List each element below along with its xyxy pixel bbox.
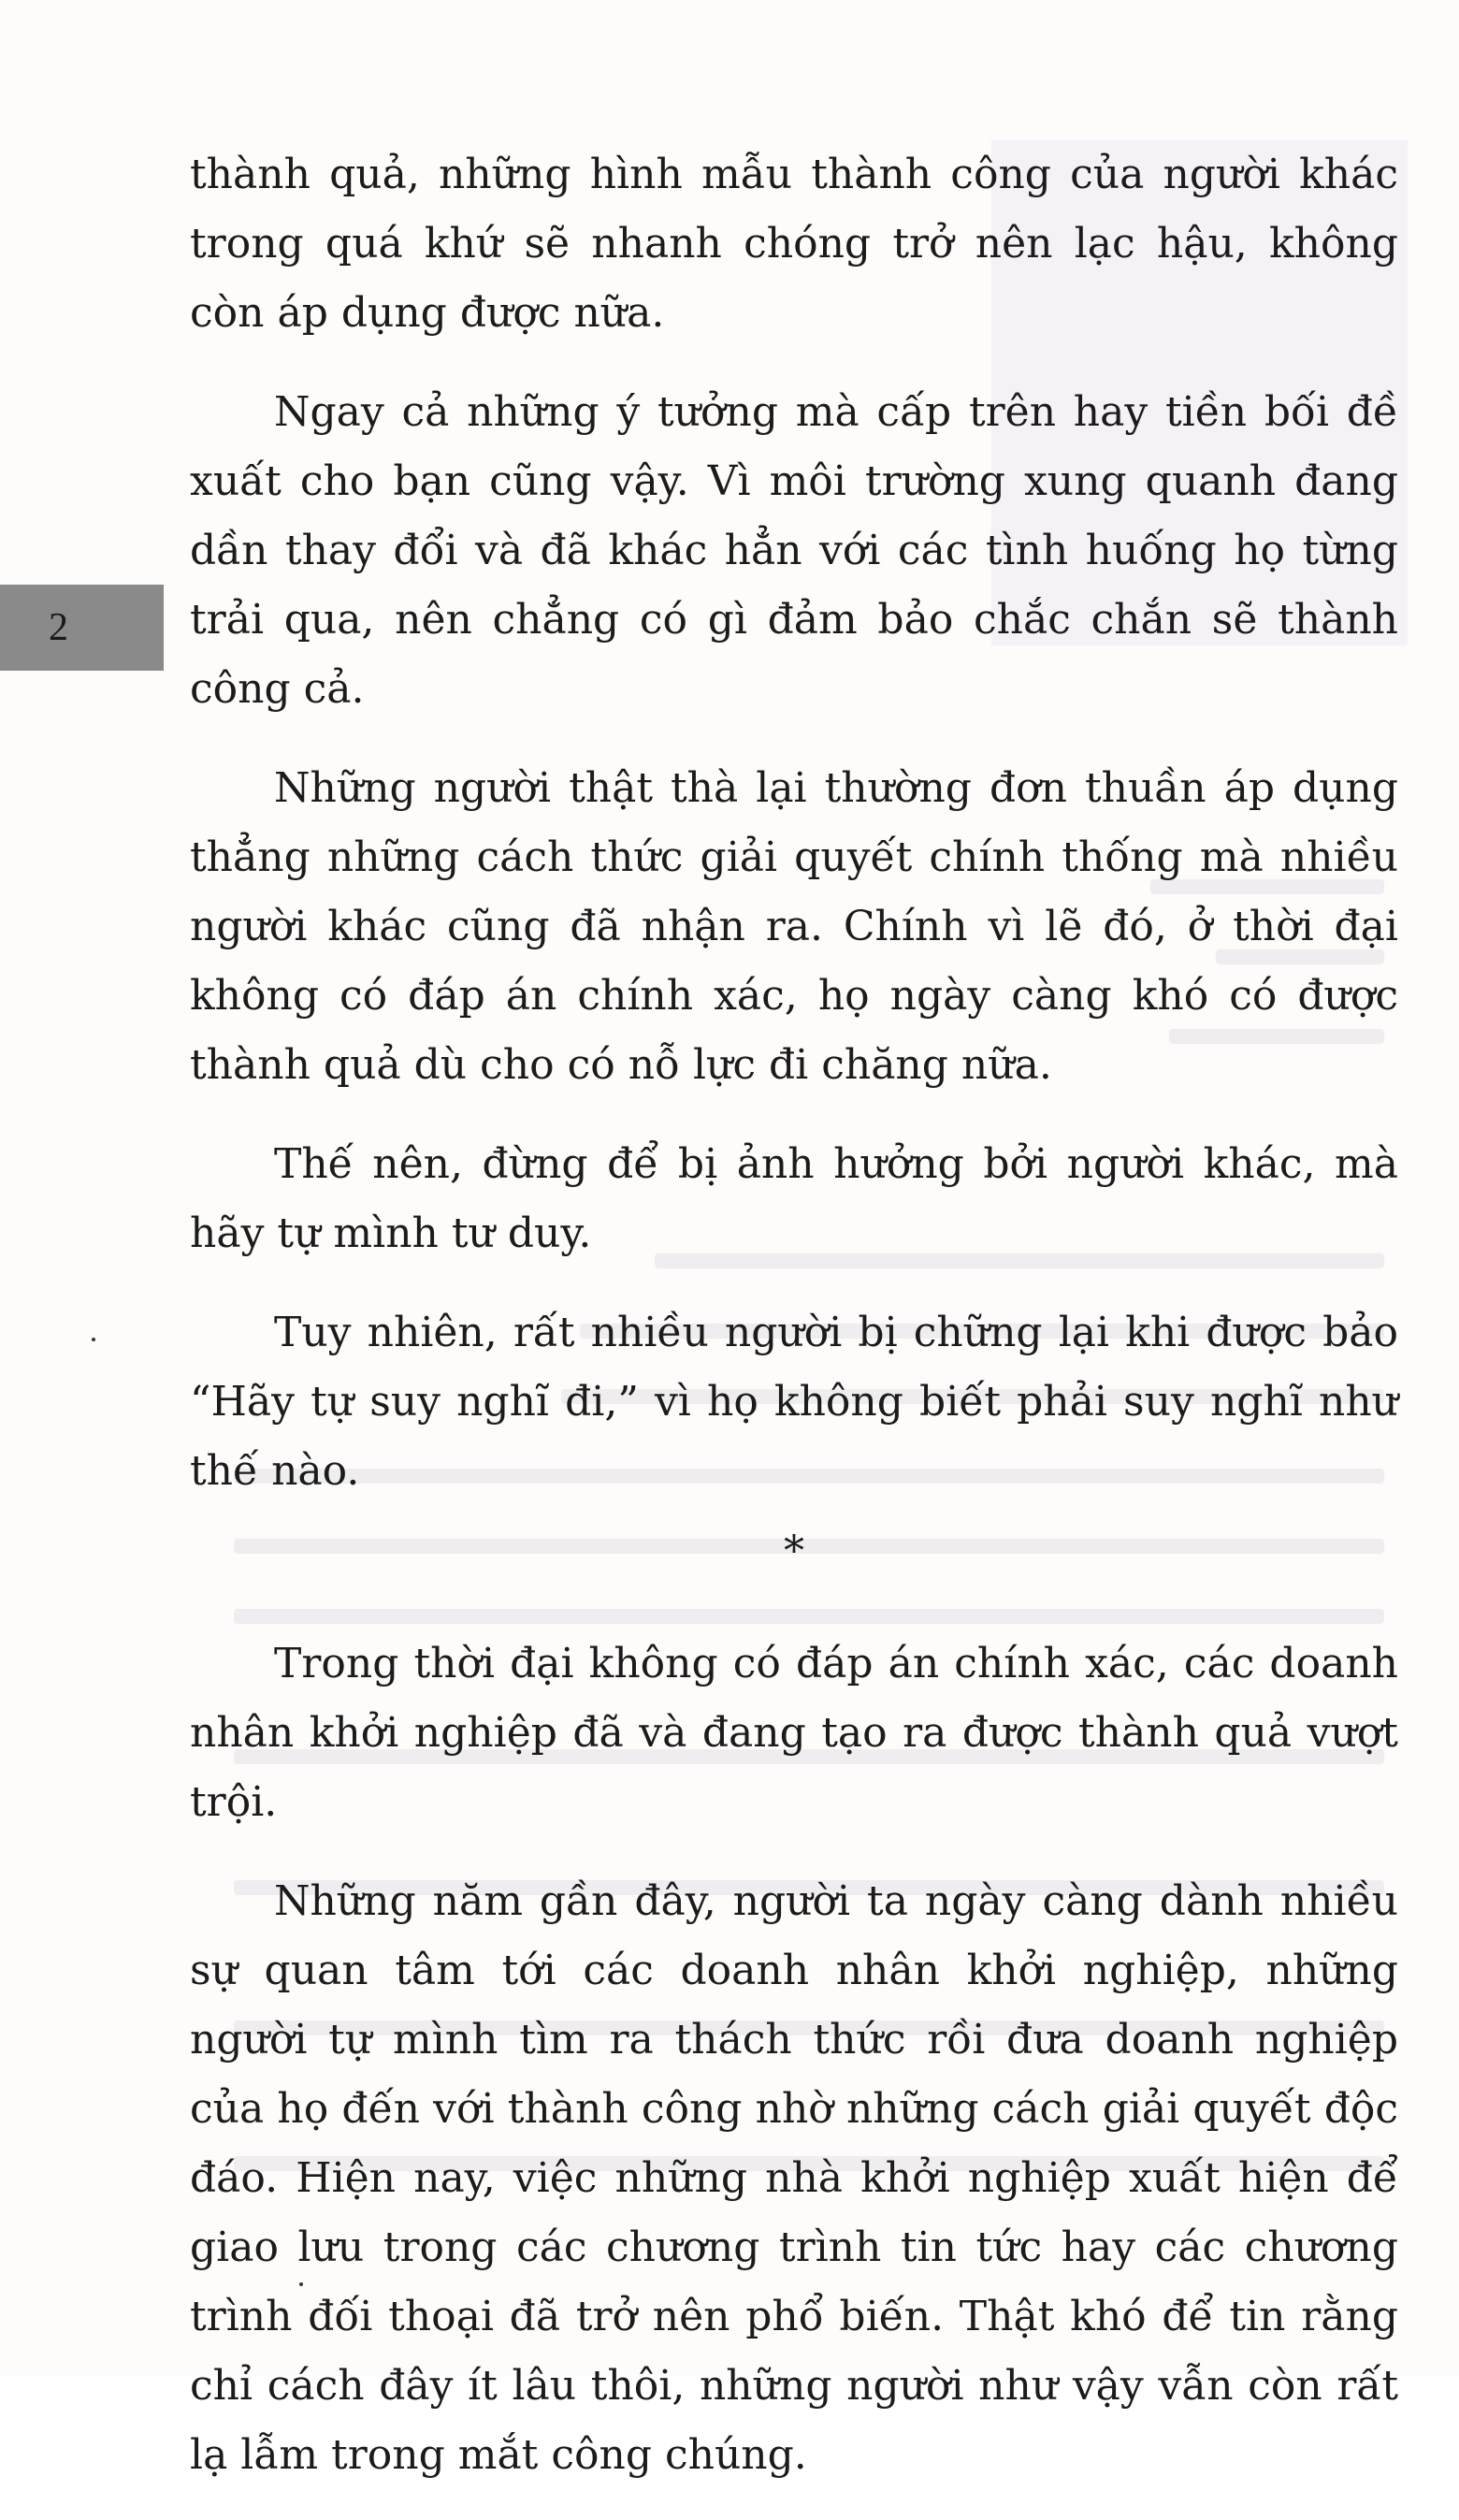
section-separator: *: [784, 1528, 804, 1575]
print-speck: [299, 2282, 303, 2286]
paragraph: Tuy nhiên, rất nhiều người bị chững lại khi được bảo “Hãy tự suy nghĩ đi,” vì họ không biết phải suy nghĩ như thế nào.: [190, 1309, 1398, 1495]
paragraph: Ngay cả những ý tưởng mà cấp trên hay tiền bối đề xuất cho bạn cũng vậy. Vì môi trường xung quanh đang dần thay đổi và đã khác hẳn với các tình huống họ từng trải qua, nên chẳng có gì đảm bảo chắc chắn sẽ thành công cả.: [190, 388, 1398, 713]
paragraph: Những năm gần đây, người ta ngày càng dành nhiều sự quan tâm tới các doanh nhân khởi nghiệp, những người tự mình tìm ra thách thức rồi đưa doanh nghiệp của họ đến với thành công nhờ những cách giải quyết độc đáo. Hiện nay, việc những nhà khởi nghiệp xuất hiện để giao lưu trong các chương trình tin tức hay các chương trình đối thoại đã trở nên phổ biến. Thật khó để tin rằng chỉ cách đây ít lâu thôi, những người như vậy vẫn còn rất lạ lẫm trong mắt công chúng.: [190, 1877, 1398, 2479]
page-number: 2: [49, 606, 68, 649]
paragraph: Những người thật thà lại thường đơn thuần áp dụng thẳng những cách thức giải quyết chính thống mà nhiều người khác cũng đã nhận ra. Chính vì lẽ đó, ở thời đại không có đáp án chính xác, họ ngày càng khó có được thành quả dù cho có nỗ lực đi chăng nữa.: [190, 764, 1398, 1089]
paragraph: Trong thời đại không có đáp án chính xác, các doanh nhân khởi nghiệp đã và đang tạo ra được thành quả vượt trội.: [190, 1640, 1398, 1826]
body-text: [190, 140, 1398, 2520]
paragraph: Thế nên, đừng để bị ảnh hưởng bởi người khác, mà hãy tự mình tư duy.: [190, 1140, 1398, 1257]
paragraph: thành quả, những hình mẫu thành công của người khác trong quá khứ sẽ nhanh chóng trở nên lạc hậu, không còn áp dụng được nữa.: [190, 151, 1398, 337]
page-number-tab: [0, 585, 164, 671]
print-speck: [92, 1338, 95, 1341]
